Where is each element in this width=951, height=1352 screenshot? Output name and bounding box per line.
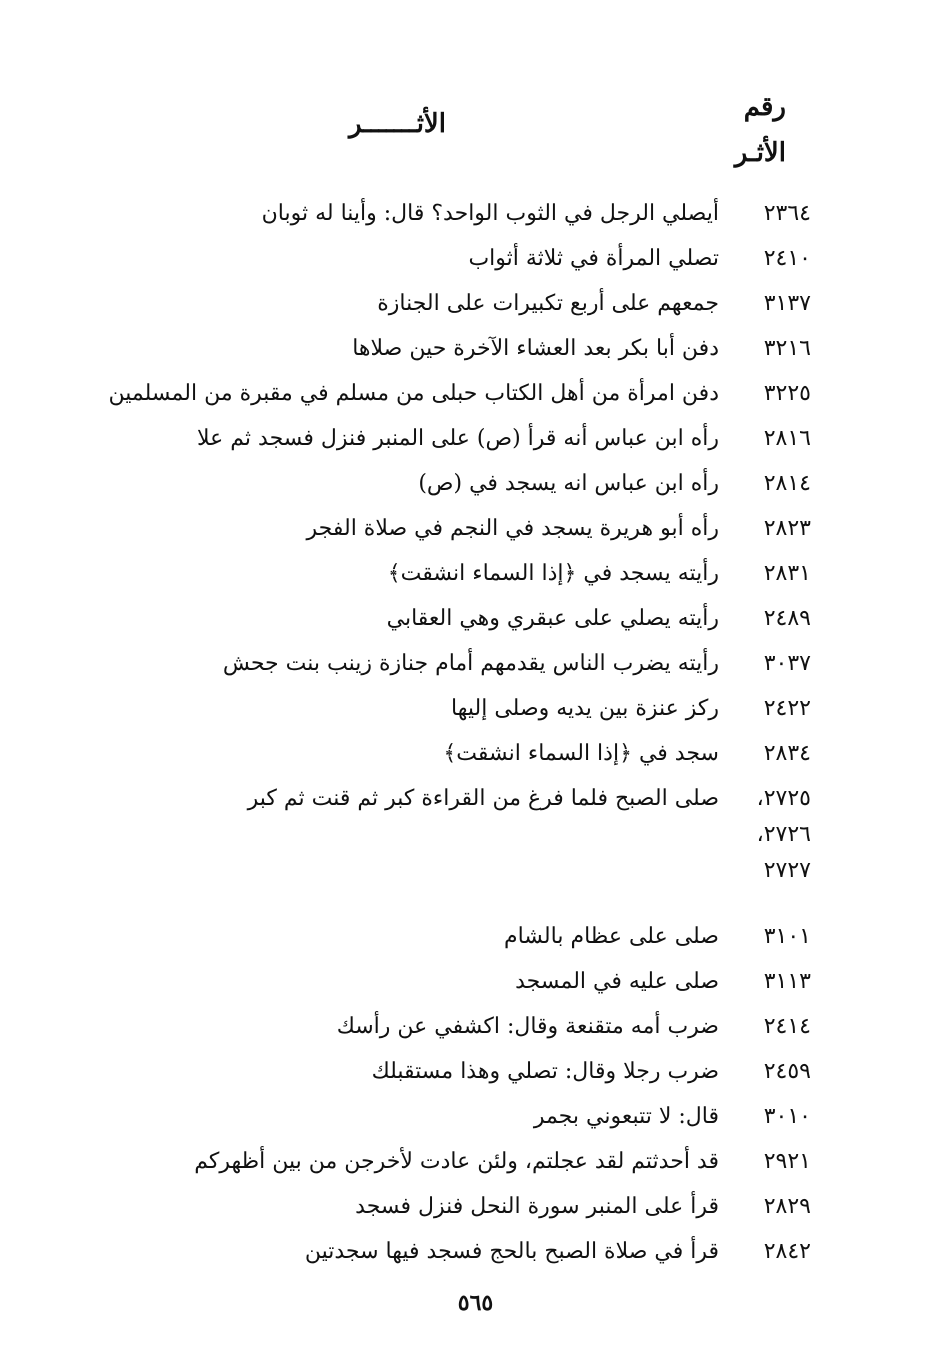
item-number: ٢٤١٠ (763, 246, 811, 271)
list-item (11, 960, 811, 1005)
item-text: رأيته يصلي على عبقري وهي العقابي (386, 606, 719, 631)
item-text: دفن امرأة من أهل الكتاب حبلى من مسلم في مقبرة من المسلمين (108, 381, 719, 406)
item-text: جمعهم على أربع تكبيرات على الجنازة (377, 291, 719, 316)
item-text: رأه ابن عباس أنه قرأ (ص) على المنبر فنزل فسجد ثم علا (197, 426, 719, 451)
list-item (11, 777, 811, 915)
item-number: ٣٢١٦ (763, 336, 811, 361)
item-text: رأيته يضرب الناس يقدمهم أمام جنازة زينب بنت جحش (222, 651, 719, 676)
item-number: ٢٨١٦ (763, 426, 811, 451)
column-header-number-line1: رقم (743, 92, 786, 122)
item-text: قرأ على المنبر سورة النحل فنزل فسجد (355, 1194, 719, 1219)
item-text: رأه أبو هريرة يسجد في النجم في صلاة الفجر (306, 516, 719, 541)
item-number: ٣٠٣٧ (763, 651, 811, 676)
item-text: قد أحدثتم لقد عجلتم، ولئن عادت لأخرجن من بين أظهركم (194, 1149, 719, 1174)
column-header-number-line2: الأثـر (734, 138, 786, 168)
item-text: سجد في ﴿إذا السماء انشقت﴾ (443, 741, 719, 766)
page-number: ٥٦٥ (457, 1290, 494, 1316)
item-text: دفن أبا بكر بعد العشاء الآخرة حين صلاها (352, 336, 719, 361)
list-item (11, 732, 811, 777)
list-item (11, 507, 811, 552)
item-number: ٢٤٥٩ (763, 1059, 811, 1084)
item-number: ٣٢٢٥ (763, 381, 811, 406)
column-header-text: الأثـــــــر (349, 109, 446, 139)
item-number: ٣١٣٧ (763, 291, 811, 316)
list-item (11, 1095, 811, 1140)
item-number: ٢٨٤٢ (763, 1239, 811, 1264)
item-text: صلى عليه في المسجد (515, 969, 719, 994)
list-item (11, 1185, 811, 1230)
item-text: قرأ في صلاة الصبح بالحج فسجد فيها سجدتين (304, 1239, 719, 1264)
item-text: رأه ابن عباس انه يسجد في (ص) (418, 471, 719, 496)
list-item (11, 915, 811, 960)
list-item (11, 1005, 811, 1050)
item-number: ٢٨٣٤ (763, 741, 811, 766)
list-item (11, 282, 811, 327)
item-number: ٢٨٣١ (763, 561, 811, 586)
list-item (11, 417, 811, 462)
item-text: ضرب أمه متقنعة وقال: اكشفي عن رأسك (336, 1014, 719, 1039)
list-item (11, 327, 811, 372)
list-item (11, 552, 811, 597)
list-item (11, 237, 811, 282)
column-header-number (706, 84, 786, 176)
index-list (11, 192, 811, 1275)
item-number: ٣١١٣ (763, 969, 811, 994)
item-text: صلى الصبح فلما فرغ من القراءة كبر ثم قنت ثم كبر (247, 786, 719, 811)
item-number: ٣١٠١ (763, 924, 811, 949)
list-item (11, 642, 811, 687)
item-number: ٣٠١٠ (763, 1104, 811, 1129)
item-text: رأيته يسجد في ﴿إذا السماء انشقت﴾ (387, 561, 719, 586)
list-item (11, 372, 811, 417)
item-text: ركز عنزة بين يديه وصلى إليها (451, 696, 719, 721)
list-item (11, 1230, 811, 1275)
item-number: ٢٣٦٤ (763, 201, 811, 226)
list-item (11, 462, 811, 507)
item-text: أيصلي الرجل في الثوب الواحد؟ قال: وأينا له ثوبان (261, 201, 719, 226)
item-number: ٢٧٢٥، ٢٧٢٦، ٢٧٢٧ (756, 786, 811, 883)
list-item (11, 597, 811, 642)
item-number: ٢٨١٤ (763, 471, 811, 496)
item-text: ضرب رجلا وقال: تصلي وهذا مستقبلك (371, 1059, 719, 1084)
item-text: تصلي المرأة في ثلاثة أثواب (468, 246, 719, 271)
item-text: قال: لا تتبعوني بجمر (533, 1104, 719, 1129)
list-item (11, 1050, 811, 1095)
item-text: صلى على عظام بالشام (503, 924, 719, 949)
list-item (11, 192, 811, 237)
item-number: ٢٨٢٣ (763, 516, 811, 541)
item-number: ٢٩٢١ (763, 1149, 811, 1174)
list-item (11, 687, 811, 732)
item-number: ٢٤٢٢ (763, 696, 811, 721)
item-number: ٢٤١٤ (763, 1014, 811, 1039)
item-number: ٢٤٨٩ (763, 606, 811, 631)
item-number: ٢٨٢٩ (763, 1194, 811, 1219)
list-item (11, 1140, 811, 1185)
